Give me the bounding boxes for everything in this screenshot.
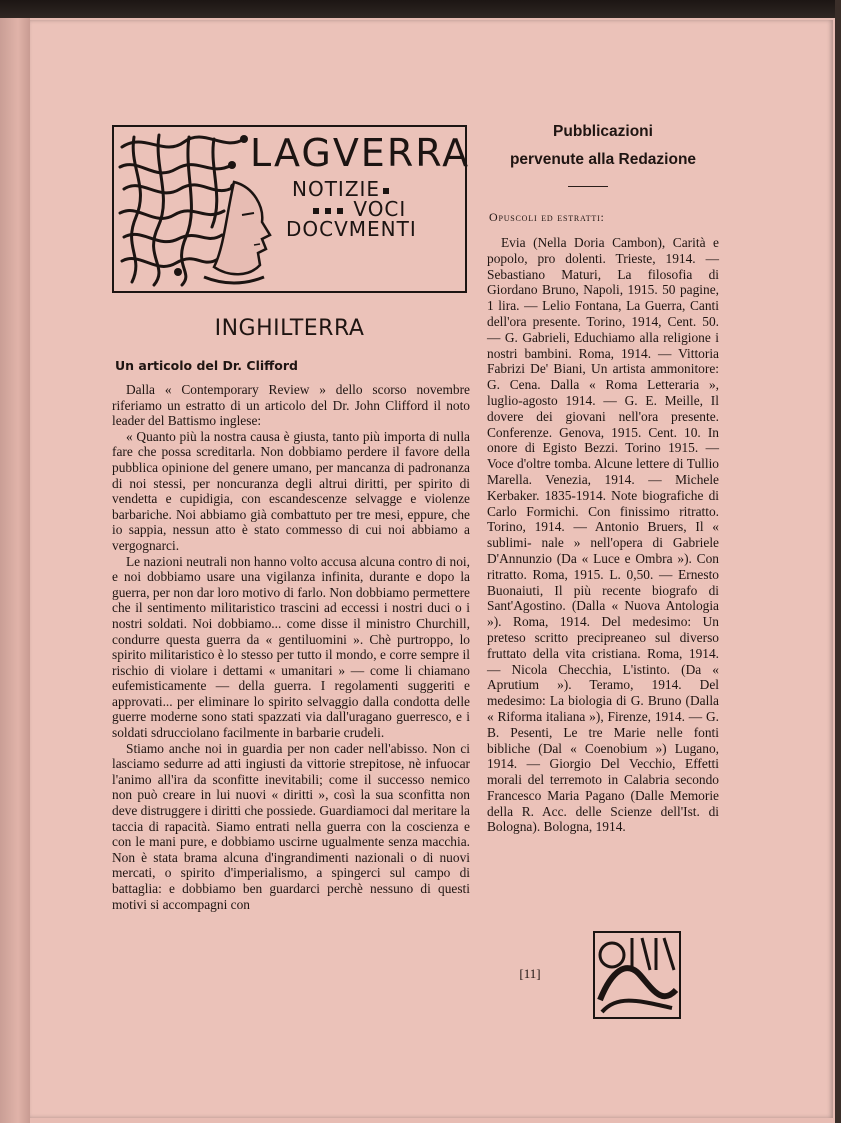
publications-text: Evia (Nella Doria Cambon), Carità e popolo, pro dolenti. Trieste, 1914. — Sebastiano Maturi, La filosofia di Giordano Bruno, Napoli, 1915. 50 pagine, 1 lira. — Lelio Fontana, La Guerra, Canti dell'ora presente. Torino, 1914, Cent. 50. — G. Gabrieli, Educhiamo alla religione i nostri bambini. Roma, 1914. — Vittoria Fabrizi De' Biani, Un artista ammonitore: G. Cena. Dalla « Roma Letteraria », luglio-agosto 1914. — G. E. Meille, Il dovere dei giovani nell'ora presente. Conferenze. Genova, 1915. Cent. 10. In onore di Egisto Bezzi. Torino 1915. — Voce d'oltre tomba. Alcune lettere di Tullio Marella. Venezia, 1914. — Michele Kerbaker. 1835-1914. Note biografiche di Carlo Formichi. Con finissimo ritratto. Torino, 1914. — Antonio Bruers, Il « sublimi- nale » nell'opera di Gabriele D'Annunzio (Da « Luce e Ombra »). Con ritratto. Roma, 1915. L. 0,50. — Ernesto Buonaiuti, Il più recente biografo di Sant'Agostino. (Dalla « Nuova Antologia »). Roma, 1914. Del medesimo: Un preteso scritto precipreaneo sul diverso fruttato della vita cristiana. Roma, 1914. — Nicola Checchia, L'istinto. (Da « Aprutium »). Teramo, 1914. Del medesimo: La biologia di G. Bruno (Dalla « Riforma italiana »), Firenze, 1914. — G. B. Pesenti, Le tre Marie nelle fonti bibliche (Dal « Coenobium ») Lugano, 1914. — Giorgio Del Vecchio, Effetti morali del terremoto in Calabria secondo Francesco Maria Pagano (Dalle Memorie della R. Acc. delle Scienze dell'Ist. di Bologna). Bologna, 1914. [487,235,719,835]
square-bullet-icon [337,208,343,214]
square-bullet-icon [383,188,389,194]
page-number: [11] [519,966,541,981]
banner-subtitle-line-1: NOTIZIE [292,177,381,201]
page-top-edge [0,0,841,18]
publications-section-heading: Opuscoli ed estratti: [489,210,605,224]
banner-subtitle [286,179,456,239]
article-paragraph: « Quanto più la nostra causa è giusta, tanto più importa di nulla fare che possa screditarla. Non dobbiamo perdere il favore della pubblica opinione del genere umano, per mancanza di padronanza di noi stessi, per noncuranza degli altrui diritti, per spirito di vendetta e cupidigia, con escandescenze selvagge e violenze barbariche. Noi abbiamo già combattuto per tre mesi, eppure, che io sappia, nessun atto è stato commesso di cui noi abbiamo a vergognarci. [112,428,470,553]
article-paragraph: Stiamo anche noi in guardia per non cader nell'abisso. Non ci lasciamo sedurre ad atti ingiusti da vittorie strepitose, nè infuocar l'animo all'ira da sconfitte inevitabili; come il successo nemico non può creare in lui nuovi « diritti », così la sua sconfitta non deve distruggere i diritti che possiede. Guardiamoci dal meritare la taccia di rapacità. Siamo entrati nella guerra con la coscienza e con le mani pure, e dobbiamo uscirne ugualmente senza macchia. Non è stata brama alcuna d'ingrandimenti nazionali o di nuovi mercati, o spirito d'imperialismo, a spingerci sul campo di battaglia: e dobbiamo ben guardarci perchè nessuno di questi motivi si accompagni con [112,740,470,912]
banner-subtitle-line-3: DOCVMENTI [286,217,417,241]
title-divider [568,186,608,187]
article-paragraph: Le nazioni neutrali non hanno volto accusa alcuna contro di noi, e noi dobbiamo usare una vigilanza infinita, durante e dopo la guerra, per non dar loro motivo di farlo. Non dobbiamo permettere che il sentimento militaristico trascini ad eccessi i nostri duci o i nostri soldati. Noi dobbiamo... come disse il ministro Churchill, condurre questa guerra da « gentiluomini ». Chè purtroppo, lo spirito militaristico è lo stesso per tutto il mondo, e corre sempre il rischio di violare i dettami « umanitari » — come li chiamano eufemisticamente — della guerra. I regolamenti suggeriti e approvati... per eliminare lo spirito selvaggio dalla condotta delle guerre moderne sono stati spazzati via dall'uragano guerresco, e i soldati sdrucciolano facilmente in barbarie crudeli. [112,553,470,741]
publications-list [487,235,719,835]
publications-title [487,118,719,174]
article-title: Un articolo del Dr. Clifford [115,358,298,373]
square-bullet-icon [313,208,319,214]
section-title: INGHILTERRA [214,316,365,341]
publications-title-line-1: Pubblicazioni [553,123,653,140]
banner-subtitle-line-2: VOCI [353,197,407,221]
article-body [112,382,470,912]
square-bullet-icon [325,208,331,214]
publications-title-line-2: pervenute alla Redazione [509,151,697,168]
la-guerra-banner [112,125,471,293]
article-paragraph: Dalla « Contemporary Review » dello scorso novembre riferiamo un estratto di un articolo del Dr. John Clifford il noto leader del Battismo inglese: [112,382,470,429]
banner-title: LAGVERRA [250,131,471,175]
bilychnis-logo-icon [592,930,682,1020]
page-right-edge [835,0,841,1123]
book-spine [0,18,30,1123]
